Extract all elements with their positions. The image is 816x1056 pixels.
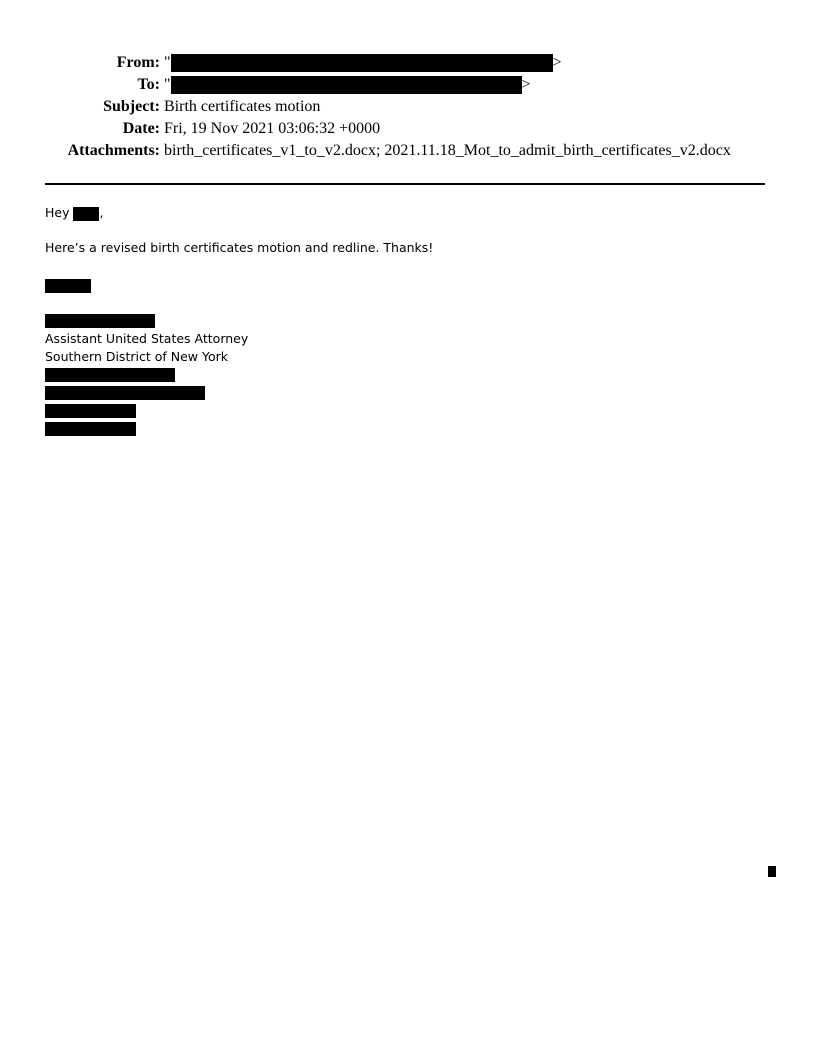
attachments-value: birth_certificates_v1_to_v2.docx; 2021.11.18_Mot_to_admit_birth_certificates_v2.docx bbox=[164, 142, 731, 159]
subject-label: Subject: bbox=[103, 98, 160, 115]
redaction-block bbox=[73, 207, 99, 221]
to-bracket: > bbox=[521, 76, 531, 93]
greeting-punct: , bbox=[99, 205, 104, 220]
to-value bbox=[164, 76, 531, 94]
from-bracket: > bbox=[552, 54, 562, 71]
redaction-block bbox=[45, 404, 136, 418]
greeting-word: Hey bbox=[45, 205, 70, 220]
redaction-block bbox=[45, 386, 205, 400]
signature-title: Assistant United States Attorney bbox=[45, 331, 249, 346]
greeting bbox=[45, 204, 103, 222]
page-marker bbox=[768, 866, 776, 877]
to-label: To: bbox=[137, 76, 160, 93]
redaction-block bbox=[45, 314, 155, 328]
redaction-block bbox=[45, 279, 91, 293]
date-value: Fri, 19 Nov 2021 03:06:32 +0000 bbox=[164, 120, 381, 137]
subject-value: Birth certificates motion bbox=[164, 98, 321, 115]
from-quote: " bbox=[164, 54, 171, 71]
redaction-block bbox=[171, 76, 522, 94]
from-label: From: bbox=[116, 54, 160, 71]
to-quote: " bbox=[164, 76, 171, 93]
from-value bbox=[164, 54, 562, 72]
attachments-label: Attachments: bbox=[67, 142, 160, 159]
redaction-block bbox=[171, 54, 553, 72]
header-divider bbox=[45, 183, 765, 185]
signature-office: Southern District of New York bbox=[45, 349, 228, 364]
message-text: Here’s a revised birth certificates motion and redline. Thanks! bbox=[45, 240, 434, 255]
date-label: Date: bbox=[122, 120, 160, 137]
redaction-block bbox=[45, 368, 175, 382]
redaction-block bbox=[45, 422, 136, 436]
